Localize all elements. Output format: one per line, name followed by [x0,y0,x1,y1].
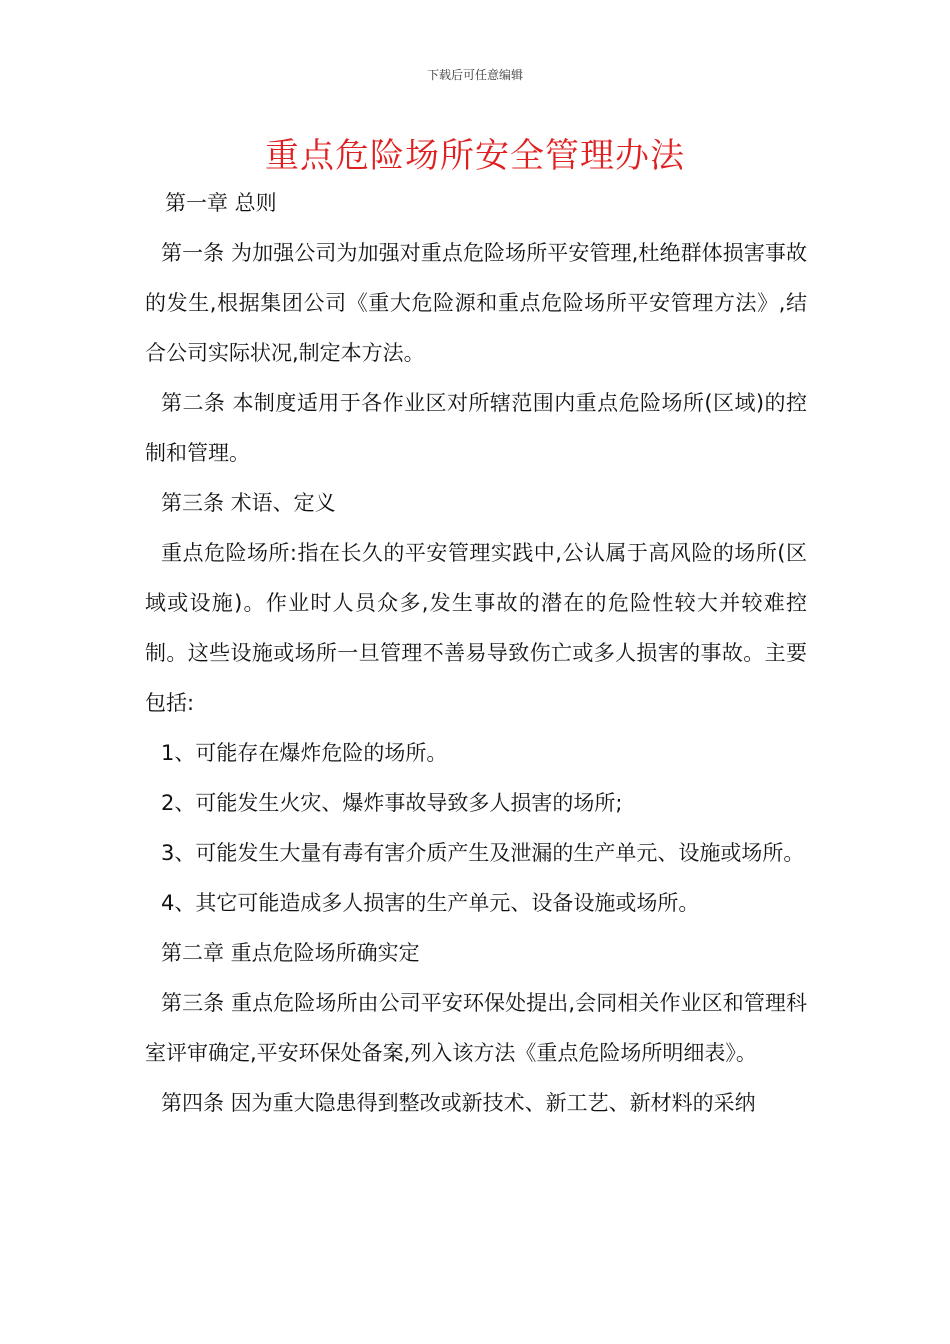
document-body [145,178,807,1128]
document-title: 重点危险场所安全管理办法 [265,136,685,176]
article-paragraph: 第三条 重点危险场所由公司平安环保处提出,会同相关作业区和管理科室评审确定,平安环保处备案,列入该方法《重点危险场所明细表》。 [145,991,807,1065]
list-item: 3、可能发生大量有毒有害介质产生及泄漏的生产单元、设施或场所。 [161,841,805,865]
list-item: 1、可能存在爆炸危险的场所。 [161,741,448,765]
article-paragraph: 第二条 本制度适用于各作业区对所辖范围内重点危险场所(区域)的控制和管理。 [145,391,807,465]
list-item: 4、其它可能造成多人损害的生产单元、设备设施或场所。 [161,891,700,915]
chapter-heading: 第一章 总则 [165,191,277,215]
page-header-note: 下载后可任意编辑 [426,68,523,82]
article-paragraph: 第三条 术语、定义 [161,491,336,515]
article-paragraph: 第四条 因为重大隐患得到整改或新技术、新工艺、新材料的采纳 [161,1091,756,1115]
article-paragraph: 第一条 为加强公司为加强对重点危险场所平安管理,杜绝群体损害事故的发生,根据集团公司《重大危险源和重点危险场所平安管理方法》,结合公司实际状况,制定本方法。 [145,241,807,365]
list-item: 2、可能发生火灾、爆炸事故导致多人损害的场所; [161,791,623,815]
chapter-heading: 第二章 重点危险场所确实定 [161,941,420,965]
definition-paragraph: 重点危险场所:指在长久的平安管理实践中,公认属于高风险的场所(区域或设施)。作业时人员众多,发生事故的潜在的危险性较大并较难控制。这些设施或场所一旦管理不善易导致伤亡或多人损害的事故。主要包括: [145,541,807,715]
